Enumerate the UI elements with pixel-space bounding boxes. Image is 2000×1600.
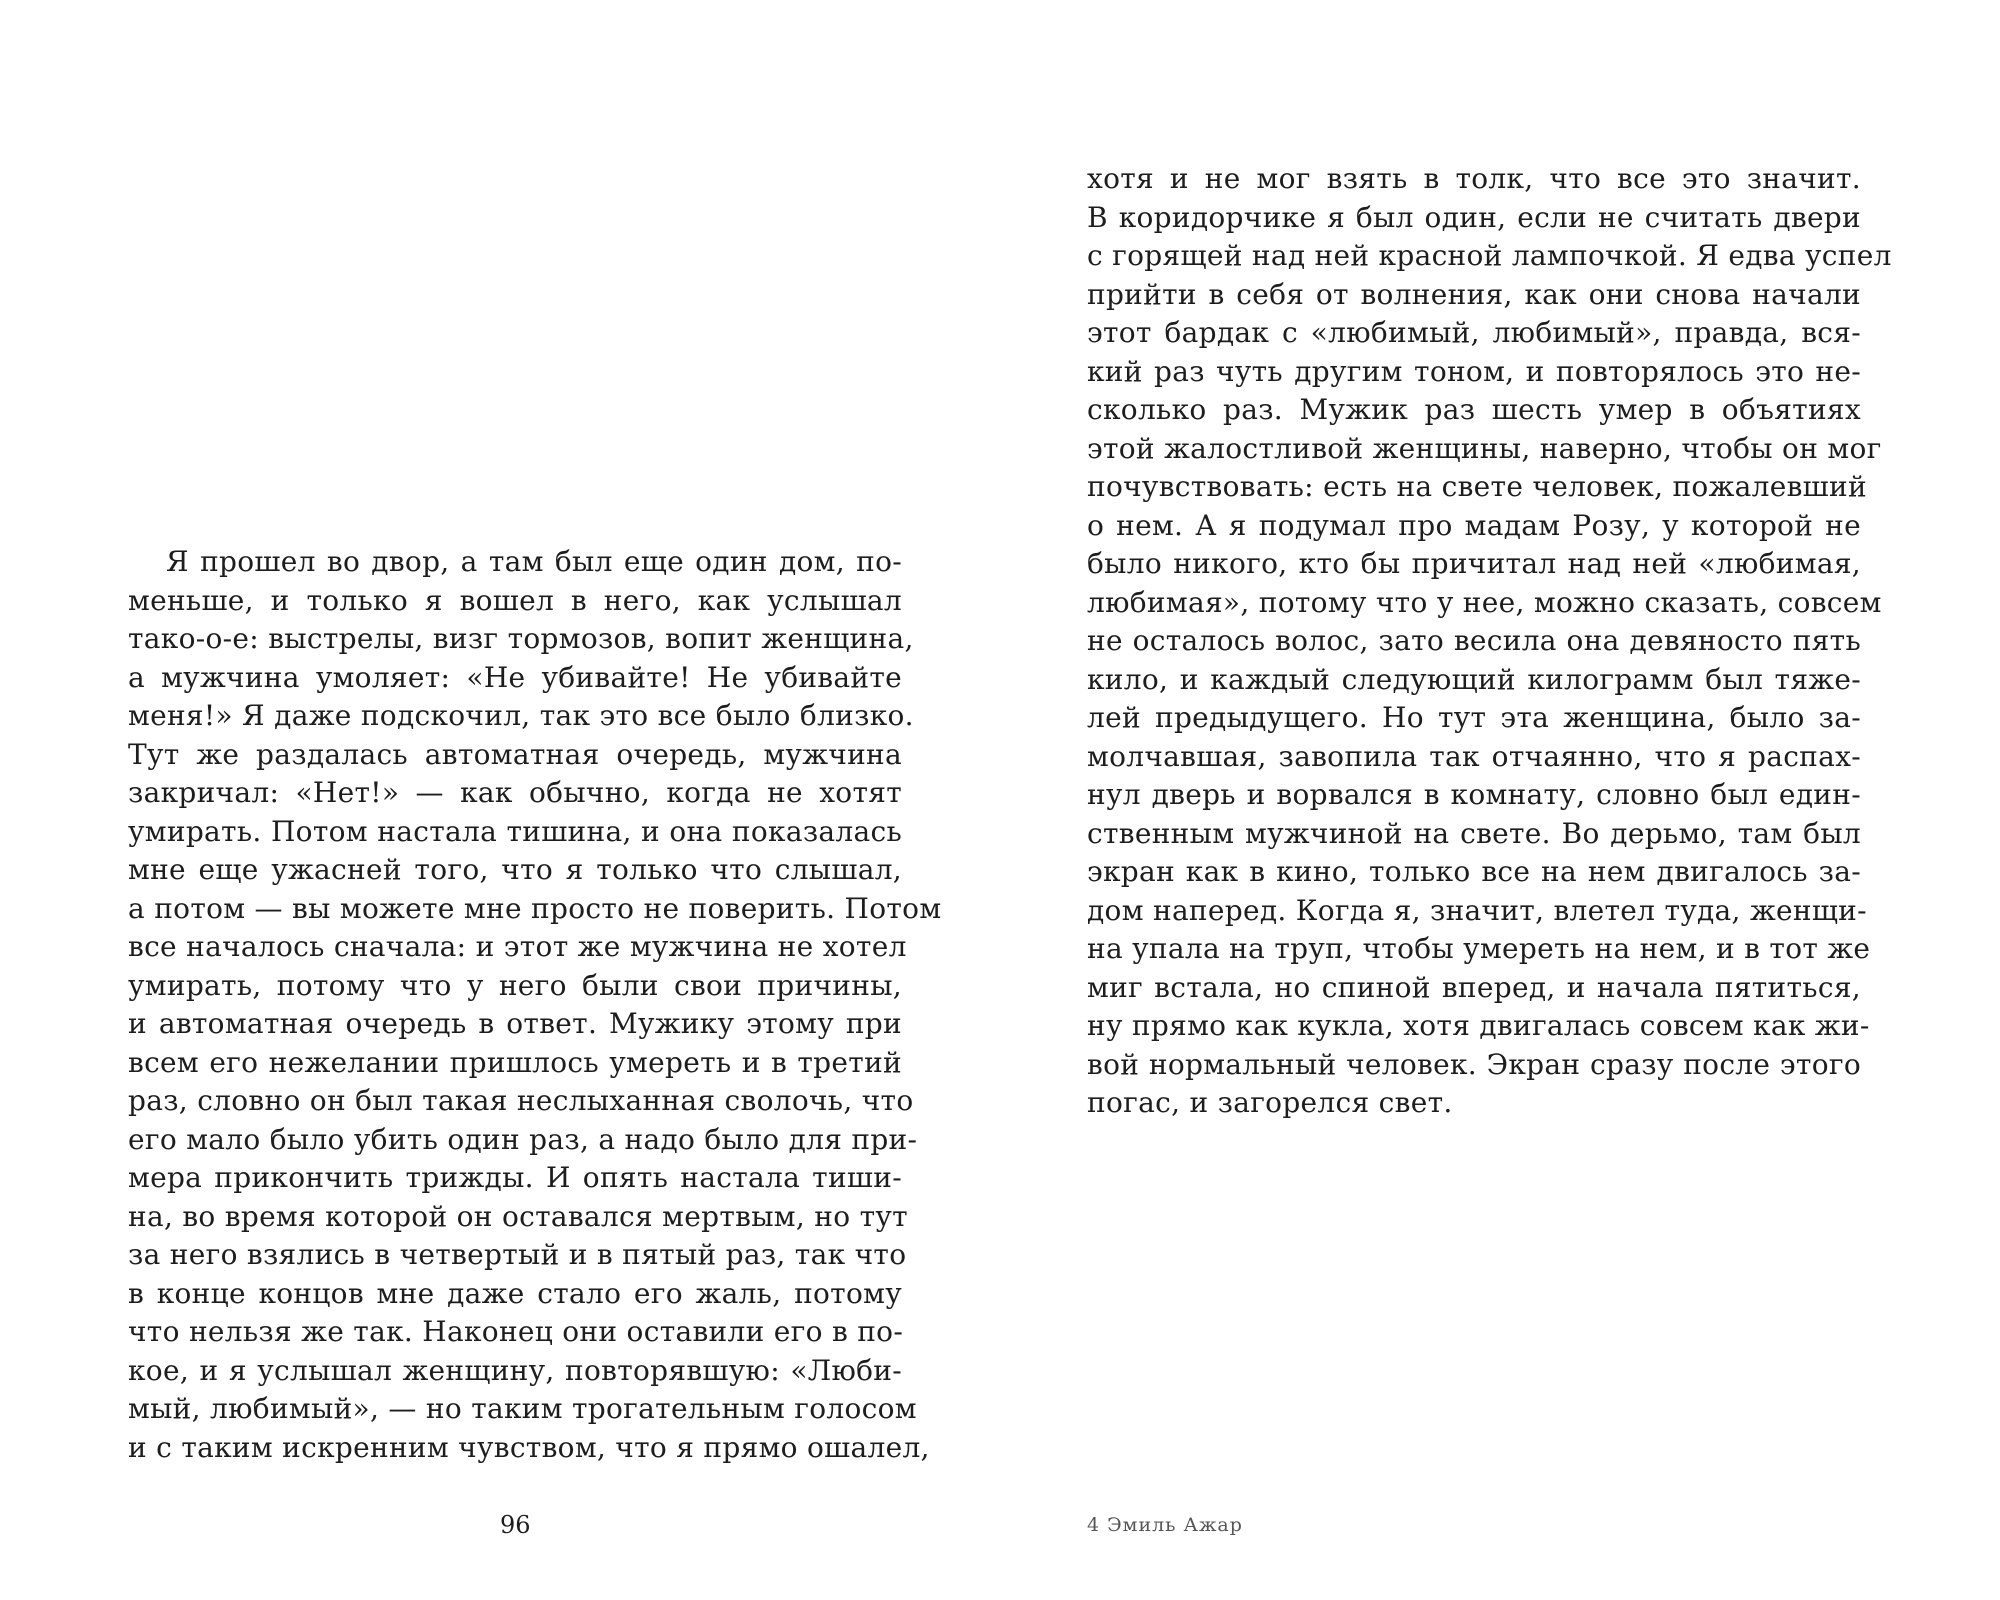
text-line: меня!» Я даже подскочил, так это все было близко. bbox=[128, 699, 914, 732]
text-line: любимая», потому что у нее, можно сказать, совсем bbox=[1087, 585, 1882, 619]
text-line: умирать. Потом настала тишина, и она показалась bbox=[128, 814, 902, 848]
signature-mark: 4 Эмиль Ажар bbox=[1087, 1514, 1243, 1536]
left-page-text bbox=[128, 543, 942, 1467]
text-line: всем его нежелании пришлось умереть и в третий bbox=[128, 1045, 902, 1079]
text-line: мера прикончить трижды. И опять настала тиши- bbox=[128, 1161, 902, 1194]
text-line: о нем. А я подумал про мадам Розу, у которой не bbox=[1087, 508, 1861, 542]
text-line: закричал: «Нет!» — как обычно, когда не хотят bbox=[128, 776, 902, 809]
text-line: с горящей над ней красной лампочкой. Я едва успел bbox=[1087, 239, 1892, 272]
text-line: тако-о-е: выстрелы, визг тормозов, вопит женщина, bbox=[128, 622, 914, 655]
text-line: вой нормальный человек. Экран сразу после этого bbox=[1087, 1047, 1861, 1081]
text-line: миг встала, но спиной вперед, и начала пятиться, bbox=[1087, 970, 1861, 1004]
text-line: а потом — вы можете мне просто не поверить. Потом bbox=[128, 891, 942, 925]
right-page-text bbox=[1087, 160, 1892, 1123]
text-line: этот бардак с «любимый, любимый», правда, вся- bbox=[1087, 316, 1861, 349]
text-line: этой жалостливой женщины, наверно, чтобы он мог bbox=[1087, 431, 1882, 465]
text-line: кий раз чуть другим тоном, и повторялось это не- bbox=[1087, 354, 1861, 388]
text-line: все началось сначала: и этот же мужчина не хотел bbox=[128, 930, 907, 963]
text-line: ственным мужчиной на свете. Во дерьмо, там был bbox=[1087, 816, 1861, 850]
text-line: мый, любимый», — но таким трогательным голосом bbox=[128, 1392, 917, 1425]
text-line: а мужчина умоляет: «Не убивайте! Не убивайте bbox=[128, 660, 902, 694]
text-line: на упала на труп, чтобы умереть на нем, и в тот же bbox=[1087, 932, 1871, 965]
text-line: меньше, и только я вошел в него, как услышал bbox=[128, 583, 902, 617]
text-line: дом наперед. Когда я, значит, влетел туда, женщи- bbox=[1087, 893, 1867, 927]
text-line: кое, и я услышал женщину, повторявшую: «Люби- bbox=[128, 1353, 902, 1387]
text-line: прийти в себя от волнения, как они снова начали bbox=[1087, 277, 1861, 311]
text-line: и с таким искренним чувством, что я прямо ошалел, bbox=[128, 1430, 930, 1464]
text-line: что нельзя же так. Наконец они оставили его в по- bbox=[128, 1315, 904, 1348]
text-line: хотя и не мог взять в толк, что все это значит. bbox=[1087, 162, 1861, 195]
text-line: В коридорчике я был один, если не считать двери bbox=[1087, 200, 1861, 234]
text-line: молчавшая, завопила так отчаянно, что я распах- bbox=[1087, 739, 1861, 773]
text-line: в конце концов мне даже стало его жаль, потому bbox=[128, 1276, 902, 1310]
text-line: кило, и каждый следующий килограмм был тяже- bbox=[1087, 662, 1861, 696]
text-line: Я прошел во двор, а там был еще один дом, по- bbox=[166, 545, 902, 578]
text-line: нул дверь и ворвался в комнату, словно был един- bbox=[1087, 778, 1861, 811]
text-line: лей предыдущего. Но тут эта женщина, было за- bbox=[1087, 701, 1861, 734]
text-line: было никого, кто бы причитал над ней «любимая, bbox=[1087, 547, 1861, 580]
text-line: умирать, потому что у него были свои причины, bbox=[128, 968, 902, 1002]
right-page bbox=[1000, 0, 2000, 1600]
text-line: экран как в кино, только все на нем двигалось за- bbox=[1087, 855, 1861, 888]
text-line: и автоматная очередь в ответ. Мужику этому при bbox=[128, 1007, 902, 1040]
text-line: сколько раз. Мужик раз шесть умер в объятиях bbox=[1087, 393, 1861, 426]
text-line: почувствовать: есть на свете человек, пожалевший bbox=[1087, 470, 1867, 503]
text-line: Тут же раздалась автоматная очередь, мужчина bbox=[128, 737, 902, 771]
page-number: 96 bbox=[500, 1511, 531, 1539]
text-line: погас, и загорелся свет. bbox=[1087, 1086, 1453, 1119]
text-line: мне еще ужасней того, что я только что слышал, bbox=[128, 853, 902, 886]
text-line: на, во время которой он оставался мертвым, но тут bbox=[128, 1199, 908, 1233]
text-line: его мало было убить один раз, а надо было для при- bbox=[128, 1122, 918, 1156]
text-line: за него взялись в четвертый и в пятый раз, так что bbox=[128, 1238, 907, 1271]
text-line: раз, словно он был такая неслыханная сволочь, что bbox=[128, 1084, 914, 1117]
text-line: не осталось волос, зато весила она девяносто пять bbox=[1087, 624, 1861, 657]
text-line: ну прямо как кукла, хотя двигалась совсем как жи- bbox=[1087, 1009, 1870, 1042]
